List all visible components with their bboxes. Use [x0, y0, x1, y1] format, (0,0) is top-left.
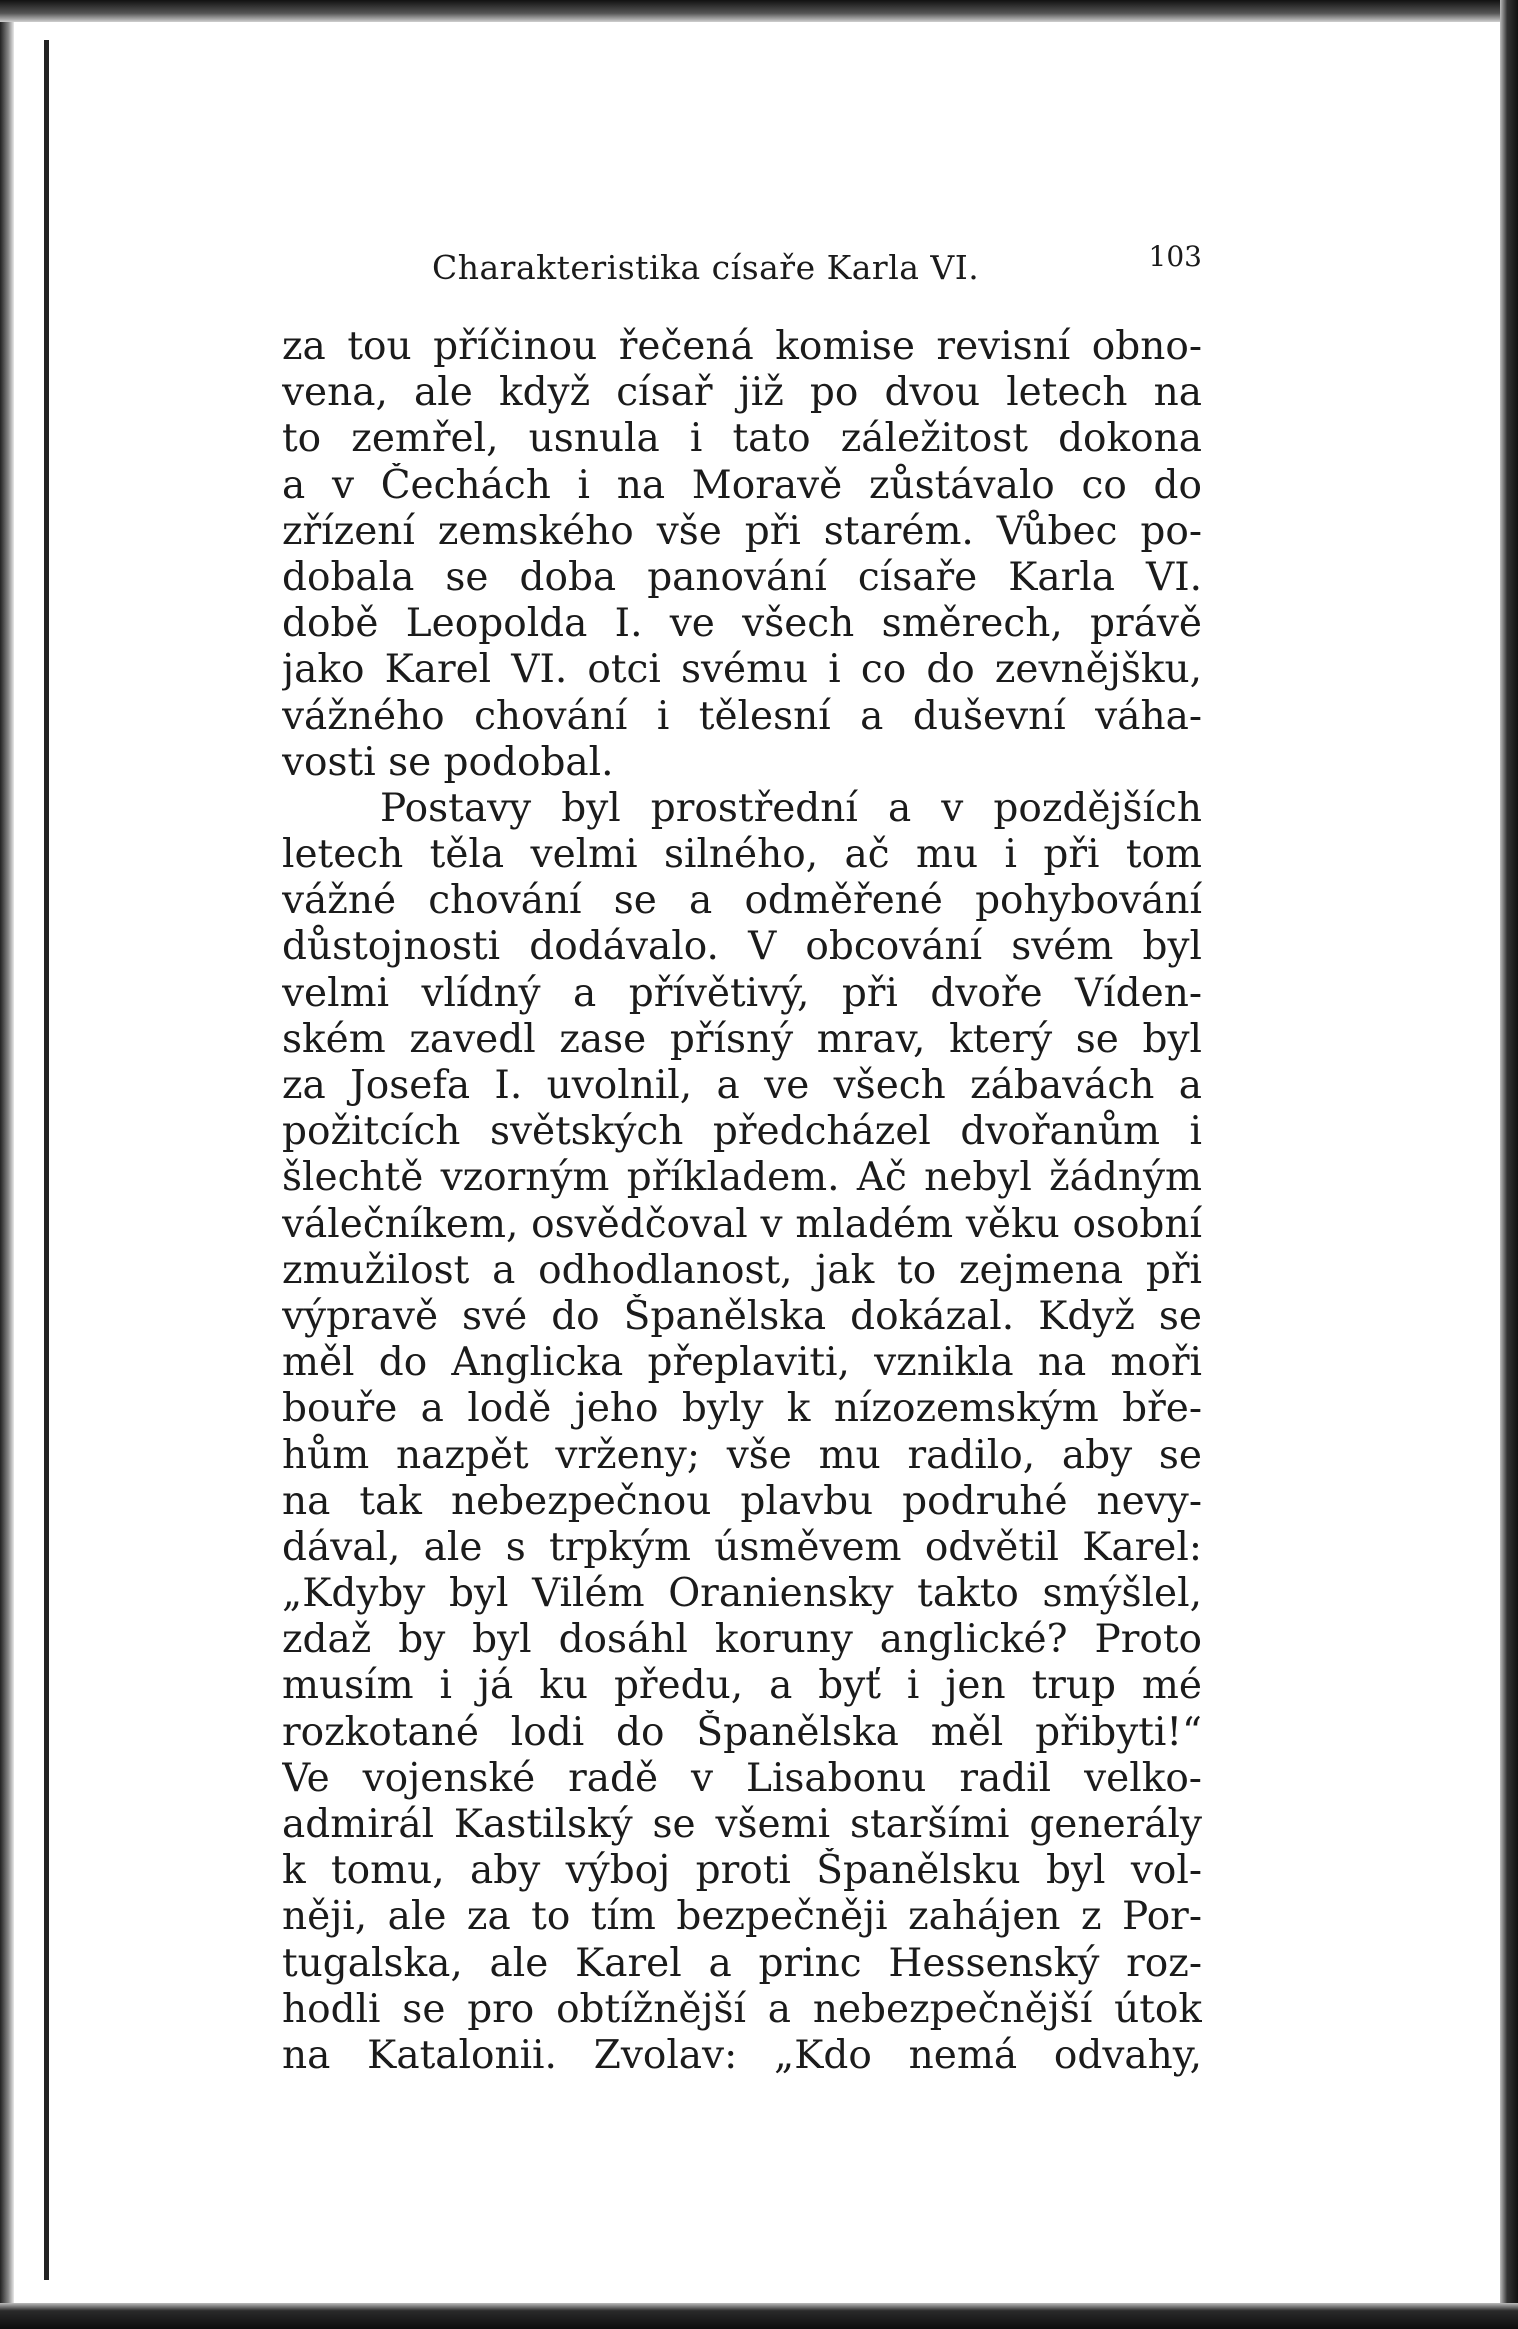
text-line: rozkotané lodi do Španělska měl přibyti!“ — [282, 1709, 1202, 1755]
text-line: a v Čechách i na Moravě zůstávalo co do — [282, 462, 1202, 508]
text-line: požitcích světských předcházel dvořanům i — [282, 1109, 1202, 1155]
page-header — [282, 240, 1202, 296]
text-line: výpravě své do Španělska dokázal. Když se — [282, 1293, 1202, 1339]
text-line: hodli se pro obtížnější a nebezpečnější útok — [282, 1986, 1202, 2032]
body-text — [282, 324, 1202, 2079]
text-line-paragraph-end: vosti se podobal. — [282, 739, 614, 785]
text-line: na tak nebezpečnou plavbu podruhé nevy- — [282, 1478, 1202, 1524]
running-head: Charakteristika císaře Karla VI. — [432, 248, 980, 287]
text-line-paragraph-start: Postavy byl prostřední a v pozdějších — [380, 785, 1202, 831]
text-line: něji, ale za to tím bezpečněji zahájen z Por- — [282, 1894, 1202, 1940]
text-line: musím i já ku předu, a byť i jen trup mé — [282, 1663, 1202, 1709]
text-line: to zemřel, usnula i tato záležitost dokona — [282, 416, 1202, 462]
book-page — [282, 240, 1202, 2079]
text-line: tugalska, ale Karel a princ Hessenský roz- — [282, 1940, 1202, 1986]
book-spine-edge — [44, 40, 49, 2280]
text-line: za Josefa I. uvolnil, a ve všech zábavách a — [282, 1063, 1202, 1108]
text-line: admirál Kastilský se všemi staršími generály — [282, 1802, 1202, 1847]
text-line: zmužilost a odhodlanost, jak to zejmena při — [282, 1247, 1202, 1293]
text-line: jako Karel VI. otci svému i co do zevnějšku, — [282, 647, 1202, 693]
text-line: bouře a lodě jeho byly k nízozemským bře- — [282, 1386, 1202, 1432]
text-line: dobala se doba panování císaře Karla VI. — [282, 554, 1202, 600]
text-line: šlechtě vzorným příkladem. Ač nebyl žádným — [282, 1155, 1202, 1201]
text-line: zřízení zemského vše při starém. Vůbec po- — [282, 508, 1202, 554]
text-line: ském zavedl zase přísný mrav, který se byl — [282, 1016, 1202, 1062]
text-line: vážného chování i tělesní a duševní váha- — [282, 693, 1202, 739]
text-line: měl do Anglicka přeplaviti, vznikla na moři — [282, 1340, 1202, 1386]
scan-top-border — [0, 0, 1518, 22]
text-line: „Kdyby byl Vilém Oraniensky takto smýšlel, — [282, 1571, 1202, 1617]
text-line: vážné chování se a odměřené pohybování — [282, 878, 1202, 924]
text-line: velmi vlídný a přívětivý, při dvoře Víden- — [282, 970, 1202, 1016]
text-line: hům nazpět vrženy; vše mu radilo, aby se — [282, 1432, 1202, 1478]
text-line: době Leopolda I. ve všech směrech, právě — [282, 601, 1202, 647]
text-line: vena, ale když císař již po dvou letech na — [282, 370, 1202, 416]
text-line: důstojnosti dodávalo. V obcování svém byl — [282, 924, 1202, 970]
text-line: dával, ale s trpkým úsměvem odvětil Karel: — [282, 1524, 1202, 1570]
scan-bottom-border — [0, 2303, 1518, 2329]
scan-right-border — [1500, 0, 1518, 2329]
text-line: na Katalonii. Zvolav: „Kdo nemá odvahy, — [282, 2032, 1202, 2078]
text-line: Ve vojenské radě v Lisabonu radil velko- — [282, 1755, 1202, 1801]
text-line: k tomu, aby výboj proti Španělsku byl vol- — [282, 1848, 1202, 1894]
text-line: letech těla velmi silného, ač mu i při tom — [282, 832, 1202, 878]
page-number: 103 — [1148, 240, 1202, 273]
text-line: válečníkem, osvědčoval v mladém věku osobní — [282, 1201, 1202, 1247]
scan-left-border — [0, 0, 14, 2329]
text-line: za tou příčinou řečená komise revisní obno- — [282, 324, 1202, 369]
text-line: zdaž by byl dosáhl koruny anglické? Proto — [282, 1617, 1202, 1663]
